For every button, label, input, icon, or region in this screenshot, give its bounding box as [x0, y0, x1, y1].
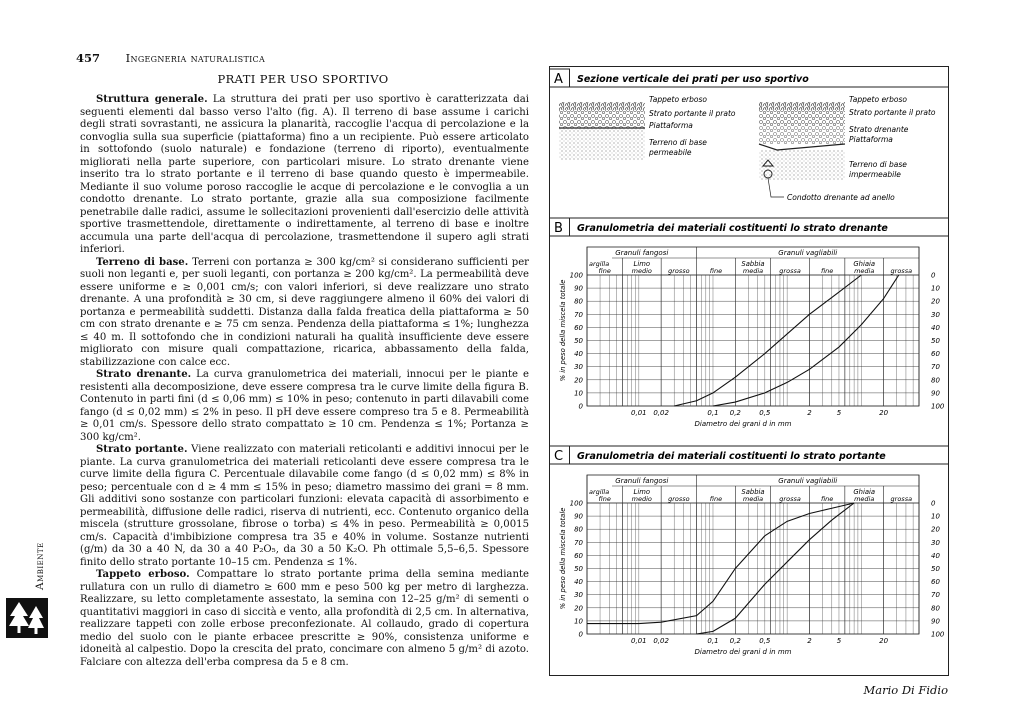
turf-layer-right	[759, 102, 845, 110]
paragraph-text: La curva granulometrica dei materiali, innocui per le piante e resistenti alla decomposizione, deve essere compresa tra le curve limite della figura B. Contenuto in parti fini (d ≤ 0,06 mm) ≤ 10% in peso; contenuto in parti dilavabili come fango (d ≤ 0,02 mm) ≤ 2% in peso. Il pH deve essere compreso tra 5 e 8. Permeabilità ≥ 0,01 cm/s. Spessore dello strato compattato ≥ 10 cm. Pendenza ≤ 1%; Portanza ≥ 300 kg/cm².	[80, 369, 529, 443]
y-tick-label-left: 50	[574, 337, 583, 345]
y-tick-label-right: 50	[931, 337, 940, 345]
y-tick-label-left: 10	[574, 617, 583, 626]
granulometry-chart-carrying	[559, 475, 945, 656]
header-subcolumn-label: media	[742, 495, 764, 503]
panel-b-title: Granulometria dei materiali costituenti lo strato drenante	[577, 223, 888, 234]
y-tick-label-right: 70	[931, 591, 940, 600]
y-tick-label-left: 80	[574, 525, 583, 534]
y-tick-label-right: 100	[931, 630, 945, 639]
y-tick-label-right: 80	[931, 604, 940, 613]
y-tick-label-right: 50	[931, 565, 940, 573]
header-sieve-grains: Granuli vagliabili	[778, 477, 838, 485]
header-subcolumn-label: media	[854, 267, 875, 275]
label-turf-right: Tappeto erboso	[849, 95, 907, 104]
label-platform-right: Piattaforma	[849, 135, 893, 144]
header-subcolumn-label: medio	[631, 495, 652, 503]
paragraph	[80, 369, 529, 444]
header-sieve-grains: Granuli vagliabili	[778, 249, 838, 257]
y-tick-label-left: 90	[574, 284, 583, 293]
granulometry-chart-drainage	[559, 247, 945, 428]
paragraph-heading: Strato drenante.	[96, 369, 192, 380]
drainage-layer-right	[759, 126, 845, 144]
figure-panel	[549, 66, 949, 676]
y-tick-label-left: 0	[578, 630, 583, 639]
y-tick-label-right: 70	[931, 363, 940, 372]
y-tick-label-left: 70	[574, 310, 583, 319]
header-subcolumn-label: grossa	[779, 495, 801, 503]
y-axis-label: % in peso della miscela totale	[559, 279, 567, 382]
x-tick-label: 0,5	[759, 637, 771, 645]
y-tick-label-right: 90	[931, 389, 940, 398]
panel-c-title: Granulometria dei materiali costituenti lo strato portante	[577, 451, 886, 462]
paragraph	[80, 94, 529, 257]
header-group-label: Limo	[633, 488, 651, 496]
y-tick-label-right: 20	[931, 525, 940, 534]
paragraph-text: La struttura dei prati per uso sportivo è caratterizzata dai seguenti elementi dal basso verso l'alto (fig. A). Il terreno di base assume i carichi degli strati sovrastanti, ne assicura la planarità, raccoglie l'acqua di percolazione e la convoglia sulla sua superficie (piattaforma) fino a un recipiente. Può essere articolato in sottofondo (suolo naturale) e fondazione (terreno di riporto), eventualmente migliorati nella parte superiore, con particolari misure. Lo strato drenante viene inserito tra lo strato portante e il terreno di base quando questo è impermeabile. Mediante il suo volume poroso raccoglie le acque di percolazione e le convoglia a un condotto drenante. Lo strato portante, grazie alla sua composizione facilmente penetrabile dalle radici, assume le sollecitazioni provenienti dall'esercizio delle attività sportive trasmettendole, direttamente o indirettamente, al terreno di base e inoltre accumula una parte dell'acqua di percolazione, trasmettendone il supero agli strati inferiori.	[80, 94, 529, 255]
header-subcolumn-label: fine	[709, 267, 723, 275]
tree-logo-icon	[6, 598, 48, 638]
section-title: PRATI PER USO SPORTIVO	[217, 72, 389, 86]
x-tick-label: 0,5	[759, 409, 771, 417]
header-subcolumn-label: grosso	[668, 267, 690, 275]
paragraph-heading: Struttura generale.	[96, 94, 208, 105]
limit-curve-1	[587, 503, 854, 624]
y-tick-label-right: 100	[931, 402, 945, 411]
header-silt-grains: Granuli fangosi	[615, 477, 669, 485]
y-tick-label-left: 10	[574, 389, 583, 398]
label-platform-left: Piattaforma	[649, 121, 693, 130]
panel-a-letter: A	[554, 72, 563, 87]
running-header	[76, 51, 956, 65]
panel-b-letter: B	[554, 221, 563, 236]
y-tick-label-left: 70	[574, 538, 583, 547]
argilla-label: argilla	[589, 260, 610, 268]
header-subcolumn-label: grossa	[890, 495, 913, 503]
header-subcolumn-label: fine	[598, 267, 611, 275]
y-tick-label-right: 40	[931, 551, 940, 560]
y-tick-label-left: 40	[574, 578, 583, 587]
author-signature: Mario Di Fidio	[863, 683, 948, 697]
label-carrying-right: Strato portante il prato	[849, 108, 936, 117]
paragraph-text: Terreni con portanza ≥ 300 kg/cm² si considerano sufficienti per suoli non leganti e, per suoli leganti, con portanza ≥ 200 kg/cm². La permeabilità deve essere uniforme e ≥ 0,001 cm/s; con valori inferiori, si deve realizzare uno strato drenante. A una profondità ≥ 30 cm, si deve raggiungere almeno il 60% dei valori di portanza e permeabilità suddetti. Distanza dalla falda freatica della piattaforma ≥ 50 cm con strato drenante e ≥ 75 cm senza. Pendenza della piattaforma ≤ 1%; lunghezza ≤ 40 m. Il sottofondo che in condizioni naturali ha qualità insufficiente deve essere migliorato con misure quali compattazione, ricarica, abbassamento della falda, stabilizzazione con calce ecc.	[80, 256, 529, 368]
x-tick-label: 0,01	[631, 409, 647, 417]
y-tick-label-right: 0	[931, 499, 936, 508]
y-tick-label-left: 60	[574, 551, 583, 560]
y-tick-label-right: 30	[931, 538, 940, 547]
y-tick-label-left: 20	[574, 604, 583, 613]
running-title: Ingegneria naturalistica	[125, 51, 266, 65]
label-impermeable-right: impermeabile	[849, 170, 901, 179]
paragraph-heading: Terreno di base.	[96, 256, 189, 268]
header-group-label: Limo	[633, 260, 651, 268]
y-tick-label-right: 0	[931, 271, 936, 280]
label-base-right: Terreno di base	[849, 160, 907, 169]
panel-c	[549, 446, 949, 656]
label-carrying-left: Strato portante il prato	[649, 109, 736, 118]
x-axis-label: Diametro dei grani d in mm	[694, 648, 792, 656]
x-tick-label: 2	[807, 409, 812, 417]
paragraph	[80, 569, 529, 669]
carrying-layer-right	[759, 110, 845, 126]
y-tick-label-right: 60	[931, 350, 940, 359]
y-tick-label-right: 80	[931, 376, 940, 385]
paragraph	[80, 257, 529, 370]
x-tick-label: 0,2	[729, 409, 741, 417]
header-subcolumn-label: grossa	[779, 267, 801, 275]
header-subcolumn-label: fine	[820, 495, 834, 503]
label-base-left: Terreno di base	[649, 138, 707, 147]
header-group-label: Ghiaia	[853, 260, 876, 268]
panel-b	[549, 218, 949, 446]
x-tick-label: 5	[836, 409, 842, 417]
panel-c-letter: C	[554, 449, 564, 464]
x-tick-label: 0,1	[707, 409, 719, 417]
body-text	[80, 94, 529, 669]
argilla-label: argilla	[589, 488, 610, 496]
header-subcolumn-label: grosso	[668, 495, 690, 503]
x-tick-label: 0,2	[729, 637, 741, 645]
paragraph	[80, 444, 529, 569]
paragraph-heading: Tappeto erboso.	[96, 569, 190, 580]
y-tick-label-left: 80	[574, 297, 583, 306]
y-tick-label-left: 100	[569, 271, 583, 280]
y-tick-label-right: 60	[931, 578, 940, 587]
header-group-label: Sabbia	[741, 260, 765, 268]
label-drainage-right: Strato drenante	[849, 125, 909, 134]
paragraph-text: Compattare lo strato portante prima della semina mediante rullatura con un rullo di diametro ≥ 600 mm e peso 500 kg per metro di larghezza. Realizzare, su letto completamente assestato, la semina con 12–25 g/m² di sementi o quantitativi maggiori in caso di siccità e vento, alla profondità di 2,5 cm. In alternativa, realizzare tappeti con zolle erbose preconfezionate. Al collaudo, grado di copertura medio del suolo con le piante erbacee prescritte ≥ 90%, consistenza uniforme e idoneità al calpestio. Dopo la crescita del prato, concimare con almeno 5 g/m² di azoto. Falciare con altezza dell'erba compresa da 5 e 8 cm.	[80, 569, 529, 668]
header-silt-grains: Granuli fangosi	[615, 249, 669, 257]
x-tick-label: 20	[879, 409, 889, 417]
y-tick-label-right: 20	[931, 297, 940, 306]
header-subcolumn-label: fine	[598, 495, 611, 503]
y-tick-label-left: 60	[574, 323, 583, 332]
x-tick-label: 0,02	[653, 637, 669, 645]
header-subcolumn-label: fine	[820, 267, 834, 275]
y-tick-label-right: 10	[931, 512, 940, 521]
carrying-layer-left	[559, 110, 645, 128]
y-tick-label-right: 40	[931, 323, 940, 332]
y-tick-label-right: 30	[931, 310, 940, 319]
x-tick-label: 0,1	[707, 637, 719, 645]
side-label: Ambiente	[34, 542, 46, 590]
y-tick-label-left: 40	[574, 350, 583, 359]
header-group-label: Sabbia	[741, 488, 765, 496]
paragraph-heading: Strato portante.	[96, 444, 188, 455]
y-tick-label-left: 20	[574, 376, 583, 385]
header-subcolumn-label: fine	[709, 495, 723, 503]
y-tick-label-right: 90	[931, 617, 940, 626]
x-tick-label: 0,02	[653, 409, 669, 417]
x-tick-label: 0,01	[631, 637, 647, 645]
x-axis-label: Diametro dei grani d in mm	[694, 420, 792, 428]
x-tick-label: 2	[807, 637, 812, 645]
panel-a	[549, 69, 949, 218]
header-subcolumn-label: media	[742, 267, 764, 275]
label-ring-drain: Condotto drenante ad anello	[787, 193, 895, 202]
y-tick-label-left: 100	[569, 499, 583, 508]
y-tick-label-left: 90	[574, 512, 583, 521]
x-tick-label: 5	[836, 637, 842, 645]
header-subcolumn-label: medio	[631, 267, 652, 275]
turf-layer-left	[559, 102, 645, 110]
paragraph-text: Viene realizzato con materiali reticolanti e additivi innocui per le piante. La curva granulometrica dei materiali reticolanti deve essere compresa tra le curve limite della figura C. Percentuale dilavabile come fango (d ≤ 0,02 mm) ≤ 8% in peso; percentuale con d ≥ 4 mm ≤ 15% in peso; diametro massimo dei grani = 8 mm. Gli additivi sono sostanze con particolari funzioni: elevata capacità di assorbimento e permeabilità, diffusione delle radici, riserva di nutrienti, ecc. Contenuto organico della miscela (strutture grossolane, fibrose o torba) ≤ 4% in peso. Permeabilità ≥ 0,0015 cm/s. Capacità d'imbibizione compresa tra 35 e 40% in volume. Sostanze nutrienti (g/m) da 30 a 40 N, da 30 a 40 P₂O₅, da 30 a 50 K₂O. Ph ottimale 5,5–6,5. Spessore finito dello strato portante 10–15 cm. Pendenza ≤ 1%.	[80, 444, 529, 568]
page-number: 457	[76, 51, 101, 65]
y-tick-label-left: 30	[574, 591, 583, 600]
y-tick-label-right: 10	[931, 284, 940, 293]
base-soil-left	[559, 128, 645, 160]
panel-a-title: Sezione verticale dei prati per uso sportivo	[577, 74, 809, 85]
y-axis-label: % in peso della miscela totale	[559, 507, 567, 610]
header-subcolumn-label: grossa	[890, 267, 913, 275]
header-subcolumn-label: media	[854, 495, 875, 503]
x-tick-label: 20	[879, 637, 889, 645]
label-turf-left: Tappeto erboso	[649, 95, 707, 104]
y-tick-label-left: 30	[574, 363, 583, 372]
y-tick-label-left: 50	[574, 565, 583, 573]
label-permeable-left: permeabile	[649, 148, 692, 157]
y-tick-label-left: 0	[578, 402, 583, 411]
header-group-label: Ghiaia	[853, 488, 876, 496]
